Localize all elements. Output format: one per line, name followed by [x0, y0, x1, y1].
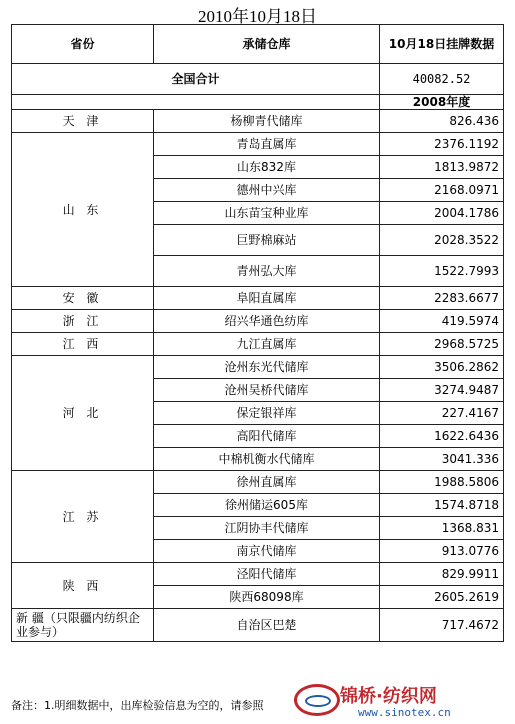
total-row	[12, 64, 504, 95]
listing-value-cell: 419.5974	[380, 310, 504, 333]
report-date: 2010年10月18日	[198, 7, 317, 26]
header-data: 10月18日挂牌数据	[380, 25, 504, 64]
listing-value-cell: 1813.9872	[380, 156, 504, 179]
province-cell: 浙 江	[12, 310, 154, 333]
warehouse-cell: 青州弘大库	[154, 256, 380, 287]
warehouse-cell: 保定银祥库	[154, 402, 380, 425]
warehouse-cell: 高阳代储库	[154, 425, 380, 448]
province-cell: 山 东	[12, 133, 154, 287]
listing-value-cell: 2028.3522	[380, 225, 504, 256]
warehouse-cell: 徐州储运605库	[154, 494, 380, 517]
listing-value-cell: 2168.0971	[380, 179, 504, 202]
warehouse-cell: 杨柳青代储库	[154, 110, 380, 133]
header-province: 省份	[12, 25, 154, 64]
warehouse-cell: 阜阳直属库	[154, 287, 380, 310]
total-label: 全国合计	[12, 64, 380, 95]
province-cell: 河 北	[12, 356, 154, 471]
table-row	[12, 310, 504, 333]
listing-value-cell: 913.0776	[380, 540, 504, 563]
listing-value-cell: 1622.6436	[380, 425, 504, 448]
warehouse-cell: 山东832库	[154, 156, 380, 179]
table-header-row	[12, 25, 504, 64]
table-row	[12, 609, 504, 642]
listing-value-cell: 2605.2619	[380, 586, 504, 609]
total-value: 40082.52	[380, 64, 504, 95]
storage-table	[11, 24, 504, 642]
watermark-brand: 锦桥·纺织网	[340, 686, 437, 707]
listing-value-cell: 1368.831	[380, 517, 504, 540]
warehouse-cell: 德州中兴库	[154, 179, 380, 202]
warehouse-cell: 自治区巴楚	[154, 609, 380, 642]
warehouse-cell: 南京代储库	[154, 540, 380, 563]
warehouse-cell: 沧州吴桥代储库	[154, 379, 380, 402]
listing-value-cell: 1522.7993	[380, 256, 504, 287]
table-row	[12, 563, 504, 586]
province-cell: 安 徽	[12, 287, 154, 310]
warehouse-cell: 青岛直属库	[154, 133, 380, 156]
warehouse-cell: 九江直属库	[154, 333, 380, 356]
header-warehouse: 承储仓库	[154, 25, 380, 64]
year-blank	[12, 95, 380, 110]
listing-value-cell: 1988.5806	[380, 471, 504, 494]
listing-value-cell: 717.4672	[380, 609, 504, 642]
table-row	[12, 471, 504, 494]
warehouse-cell: 山东苗宝种业库	[154, 202, 380, 225]
listing-value-cell: 2376.1192	[380, 133, 504, 156]
warehouse-cell: 巨野棉麻站	[154, 225, 380, 256]
listing-value-cell: 829.9911	[380, 563, 504, 586]
footnote: 备注：1.明细数据中，出库检验信息为空的，请参照	[11, 699, 264, 712]
listing-value-cell: 2283.6677	[380, 287, 504, 310]
watermark-logo-icon	[294, 684, 340, 716]
listing-value-cell: 3506.2862	[380, 356, 504, 379]
province-cell: 江 西	[12, 333, 154, 356]
warehouse-cell: 绍兴华通色纺库	[154, 310, 380, 333]
province-cell: 陕 西	[12, 563, 154, 609]
warehouse-cell: 陕西68098库	[154, 586, 380, 609]
listing-value-cell: 826.436	[380, 110, 504, 133]
province-cell: 江 苏	[12, 471, 154, 563]
watermark	[294, 678, 504, 722]
year-row	[12, 95, 504, 110]
province-cell: 天 津	[12, 110, 154, 133]
listing-value-cell: 1574.8718	[380, 494, 504, 517]
warehouse-cell: 徐州直属库	[154, 471, 380, 494]
warehouse-cell: 沧州东光代储库	[154, 356, 380, 379]
listing-value-cell: 2004.1786	[380, 202, 504, 225]
year-label: 2008年度	[380, 95, 504, 110]
table-row	[12, 110, 504, 133]
table-row	[12, 287, 504, 310]
province-cell: 新 疆（只限疆内纺织企业参与）	[12, 609, 154, 642]
warehouse-cell: 中棉机衡水代储库	[154, 448, 380, 471]
watermark-url: www.sinotex.cn	[358, 706, 451, 719]
listing-value-cell: 3274.9487	[380, 379, 504, 402]
listing-value-cell: 227.4167	[380, 402, 504, 425]
listing-value-cell: 3041.336	[380, 448, 504, 471]
warehouse-cell: 泾阳代储库	[154, 563, 380, 586]
table-row	[12, 333, 504, 356]
table-row	[12, 133, 504, 156]
listing-value-cell: 2968.5725	[380, 333, 504, 356]
warehouse-cell: 江阴协丰代储库	[154, 517, 380, 540]
table-row	[12, 356, 504, 379]
